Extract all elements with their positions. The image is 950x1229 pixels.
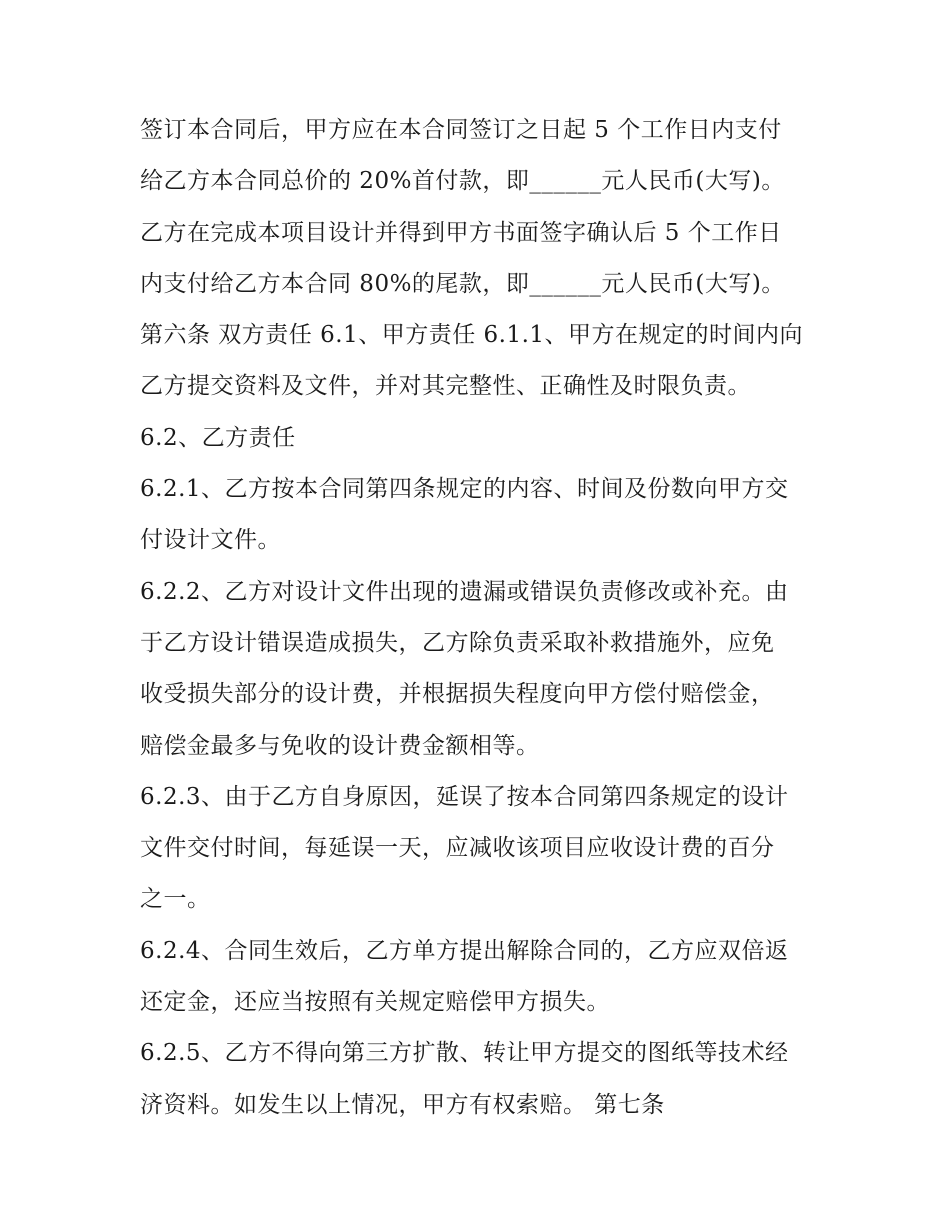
text-line: 文件交付时间，每延误一天，应减收该项目应收设计费的百分	[140, 835, 775, 862]
text-line: 收受损失部分的设计费，并根据损失程度向甲方偿付赔偿金，	[140, 681, 775, 708]
text-line: 给乙方本合同总价的 20%首付款，即______元人民币(大写)。	[140, 168, 785, 195]
contract-text	[140, 105, 820, 1131]
text-line: 第六条 双方责任 6.1、甲方责任 6.1.1、甲方在规定的时间内向	[140, 322, 804, 349]
text-line: 6.2.2、乙方对设计文件出现的遗漏或错误负责修改或补充。由	[140, 578, 789, 605]
text-line: 之一。	[140, 886, 211, 913]
text-line: 6.2.5、乙方不得向第三方扩散、转让甲方提交的图纸等技术经	[140, 1040, 789, 1067]
text-line: 内支付给乙方本合同 80%的尾款，即______元人民币(大写)。	[140, 270, 785, 297]
text-line: 6.2.3、由于乙方自身原因，延误了按本合同第四条规定的设计	[140, 783, 789, 810]
text-line: 6.2.4、合同生效后，乙方单方提出解除合同的，乙方应双倍返	[140, 937, 789, 964]
text-line: 济资料。如发生以上情况，甲方有权索赔。 第七条	[140, 1091, 665, 1118]
text-line: 付设计文件。	[140, 527, 281, 554]
section-heading: 6.2、乙方责任	[140, 424, 296, 451]
text-line: 于乙方设计错误造成损失，乙方除负责采取补救措施外，应免	[140, 629, 775, 656]
text-line: 签订本合同后，甲方应在本合同签订之日起 5 个工作日内支付	[140, 117, 782, 143]
text-line: 6.2.1、乙方按本合同第四条规定的内容、时间及份数向甲方交	[140, 476, 789, 503]
text-line: 还定金，还应当按照有关规定赔偿甲方损失。	[140, 989, 610, 1016]
text-line: 乙方提交资料及文件，并对其完整性、正确性及时限负责。	[140, 373, 751, 400]
text-line: 乙方在完成本项目设计并得到甲方书面签字确认后 5 个工作日	[140, 219, 782, 246]
text-line: 赔偿金最多与免收的设计费金额相等。	[140, 732, 540, 759]
